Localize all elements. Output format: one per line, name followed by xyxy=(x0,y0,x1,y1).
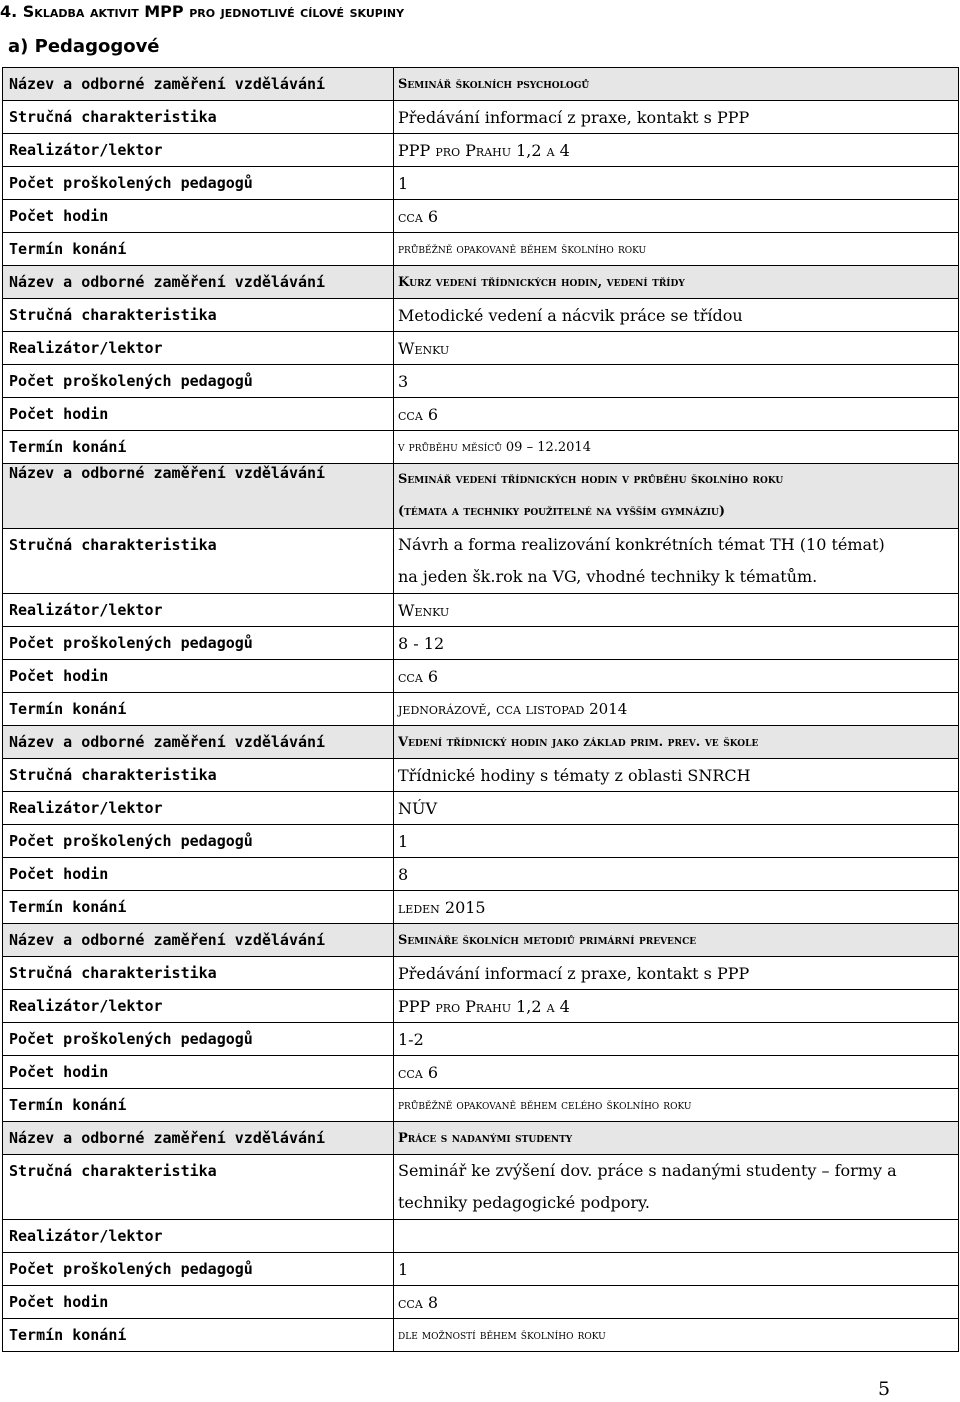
activity-count: 8 - 12 xyxy=(394,627,959,660)
activity-term: v průběhu měsíců 09 – 12.2014 xyxy=(394,431,959,464)
activity-desc-cell xyxy=(394,529,959,594)
activity-count: 1-2 xyxy=(394,1023,959,1056)
activity-lector: PPP pro Prahu 1,2 a 4 xyxy=(394,990,959,1023)
activity-lector xyxy=(394,1220,959,1253)
activity-term: jednorázově, cca listopad 2014 xyxy=(394,693,959,726)
desc-label: Stručná charakteristika xyxy=(3,759,394,792)
activity-name: Semináře školních metodiů primární prevence xyxy=(394,924,959,957)
desc-label: Stručná charakteristika xyxy=(3,529,394,594)
lector-label: Realizátor/lektor xyxy=(3,332,394,365)
hours-label: Počet hodin xyxy=(3,1056,394,1089)
activity-term: dle možností během školního roku xyxy=(394,1319,959,1352)
subsection-title: a) Pedagogové xyxy=(8,36,160,57)
activity-desc-line2: na jeden šk.rok na VG, vhodné techniky k tématům. xyxy=(398,567,818,586)
table-row xyxy=(3,464,959,529)
activity-desc: Předávání informací z praxe, kontakt s PPP xyxy=(394,101,959,134)
activity-hours: cca 8 xyxy=(394,1286,959,1319)
table-row xyxy=(3,1319,959,1352)
table-row xyxy=(3,398,959,431)
table-row xyxy=(3,759,959,792)
desc-label: Stručná charakteristika xyxy=(3,101,394,134)
activity-term: průběžně opakovaně během školního roku xyxy=(394,233,959,266)
hours-label: Počet hodin xyxy=(3,200,394,233)
table-row xyxy=(3,726,959,759)
table-row xyxy=(3,693,959,726)
activity-lector: PPP pro Prahu 1,2 a 4 xyxy=(394,134,959,167)
page-number: 5 xyxy=(878,1378,891,1400)
desc-label: Stručná charakteristika xyxy=(3,1155,394,1220)
table-row xyxy=(3,627,959,660)
name-label: Název a odborné zaměření vzdělávání xyxy=(3,68,394,101)
activity-count: 1 xyxy=(394,1253,959,1286)
activity-count: 3 xyxy=(394,365,959,398)
count-label: Počet proškolených pedagogů xyxy=(3,365,394,398)
count-label: Počet proškolených pedagogů xyxy=(3,627,394,660)
activities-table xyxy=(2,67,959,1352)
hours-label: Počet hodin xyxy=(3,398,394,431)
table-row xyxy=(3,134,959,167)
activity-lector: Wenku xyxy=(394,332,959,365)
table-row xyxy=(3,792,959,825)
term-label: Termín konání xyxy=(3,431,394,464)
activity-desc-line2: techniky pedagogické podpory. xyxy=(398,1193,650,1212)
activity-hours: 8 xyxy=(394,858,959,891)
section-title: 4. Skladba aktivit MPP pro jednotlivé cílové skupiny xyxy=(0,2,405,21)
desc-label: Stručná charakteristika xyxy=(3,299,394,332)
term-label: Termín konání xyxy=(3,891,394,924)
table-row xyxy=(3,200,959,233)
activity-count: 1 xyxy=(394,825,959,858)
activity-desc-cell xyxy=(394,1155,959,1220)
activity-term: leden 2015 xyxy=(394,891,959,924)
term-label: Termín konání xyxy=(3,233,394,266)
table-row xyxy=(3,266,959,299)
table-row xyxy=(3,431,959,464)
table-row xyxy=(3,825,959,858)
activity-name: Práce s nadanými studenty xyxy=(394,1122,959,1155)
name-label: Název a odborné zaměření vzdělávání xyxy=(3,924,394,957)
table-row xyxy=(3,1253,959,1286)
term-label: Termín konání xyxy=(3,693,394,726)
count-label: Počet proškolených pedagogů xyxy=(3,167,394,200)
table-row xyxy=(3,365,959,398)
table-row xyxy=(3,1155,959,1220)
table-row xyxy=(3,1056,959,1089)
activity-hours: cca 6 xyxy=(394,200,959,233)
table-row xyxy=(3,1220,959,1253)
lector-label: Realizátor/lektor xyxy=(3,1220,394,1253)
table-row xyxy=(3,332,959,365)
count-label: Počet proškolených pedagogů xyxy=(3,1023,394,1056)
name-label: Název a odborné zaměření vzdělávání xyxy=(3,726,394,759)
hours-label: Počet hodin xyxy=(3,1286,394,1319)
activity-lector: Wenku xyxy=(394,594,959,627)
lector-label: Realizátor/lektor xyxy=(3,134,394,167)
activity-desc: Třídnické hodiny s tématy z oblasti SNRCH xyxy=(394,759,959,792)
hours-label: Počet hodin xyxy=(3,660,394,693)
name-label: Název a odborné zaměření vzdělávání xyxy=(3,464,394,529)
table-row xyxy=(3,1023,959,1056)
table-row xyxy=(3,957,959,990)
activity-desc: Seminář ke zvýšení dov. práce s nadanými studenty – formy a xyxy=(398,1161,897,1180)
table-row xyxy=(3,167,959,200)
activity-hours: cca 6 xyxy=(394,660,959,693)
name-label: Název a odborné zaměření vzdělávání xyxy=(3,1122,394,1155)
table-row xyxy=(3,858,959,891)
activity-desc: Návrh a forma realizování konkrétních témat TH (10 témat) xyxy=(398,535,885,554)
activity-name: Vedení třídnický hodin jako základ prim. prev. ve škole xyxy=(394,726,959,759)
activity-term: průběžně opakovaně během celého školního roku xyxy=(394,1089,959,1122)
lector-label: Realizátor/lektor xyxy=(3,594,394,627)
table-row xyxy=(3,594,959,627)
table-row xyxy=(3,101,959,134)
table-row xyxy=(3,1089,959,1122)
term-label: Termín konání xyxy=(3,1089,394,1122)
lector-label: Realizátor/lektor xyxy=(3,990,394,1023)
desc-label: Stručná charakteristika xyxy=(3,957,394,990)
name-label: Název a odborné zaměření vzdělávání xyxy=(3,266,394,299)
activity-name-line2: (témata a techniky použitelné na vyšším gymnáziu) xyxy=(398,504,726,519)
activity-desc: Metodické vedení a nácvik práce se třídou xyxy=(394,299,959,332)
table-row xyxy=(3,529,959,594)
lector-label: Realizátor/lektor xyxy=(3,792,394,825)
table-row xyxy=(3,1122,959,1155)
table-row xyxy=(3,299,959,332)
table-row xyxy=(3,990,959,1023)
activity-lector: NÚV xyxy=(394,792,959,825)
count-label: Počet proškolených pedagogů xyxy=(3,825,394,858)
activity-desc: Předávání informací z praxe, kontakt s PPP xyxy=(394,957,959,990)
term-label: Termín konání xyxy=(3,1319,394,1352)
activity-count: 1 xyxy=(394,167,959,200)
activity-hours: cca 6 xyxy=(394,398,959,431)
table-row xyxy=(3,924,959,957)
activity-name: Kurz vedení třídnických hodin, vedení třídy xyxy=(394,266,959,299)
table-row xyxy=(3,68,959,101)
activity-name: Seminář vedení třídnických hodin v průběhu školního roku xyxy=(398,472,784,487)
activity-name-cell xyxy=(394,464,959,529)
table-row xyxy=(3,891,959,924)
table-row xyxy=(3,660,959,693)
count-label: Počet proškolených pedagogů xyxy=(3,1253,394,1286)
table-row xyxy=(3,1286,959,1319)
activity-name: Seminář školních psychologů xyxy=(394,68,959,101)
activity-hours: cca 6 xyxy=(394,1056,959,1089)
hours-label: Počet hodin xyxy=(3,858,394,891)
table-row xyxy=(3,233,959,266)
